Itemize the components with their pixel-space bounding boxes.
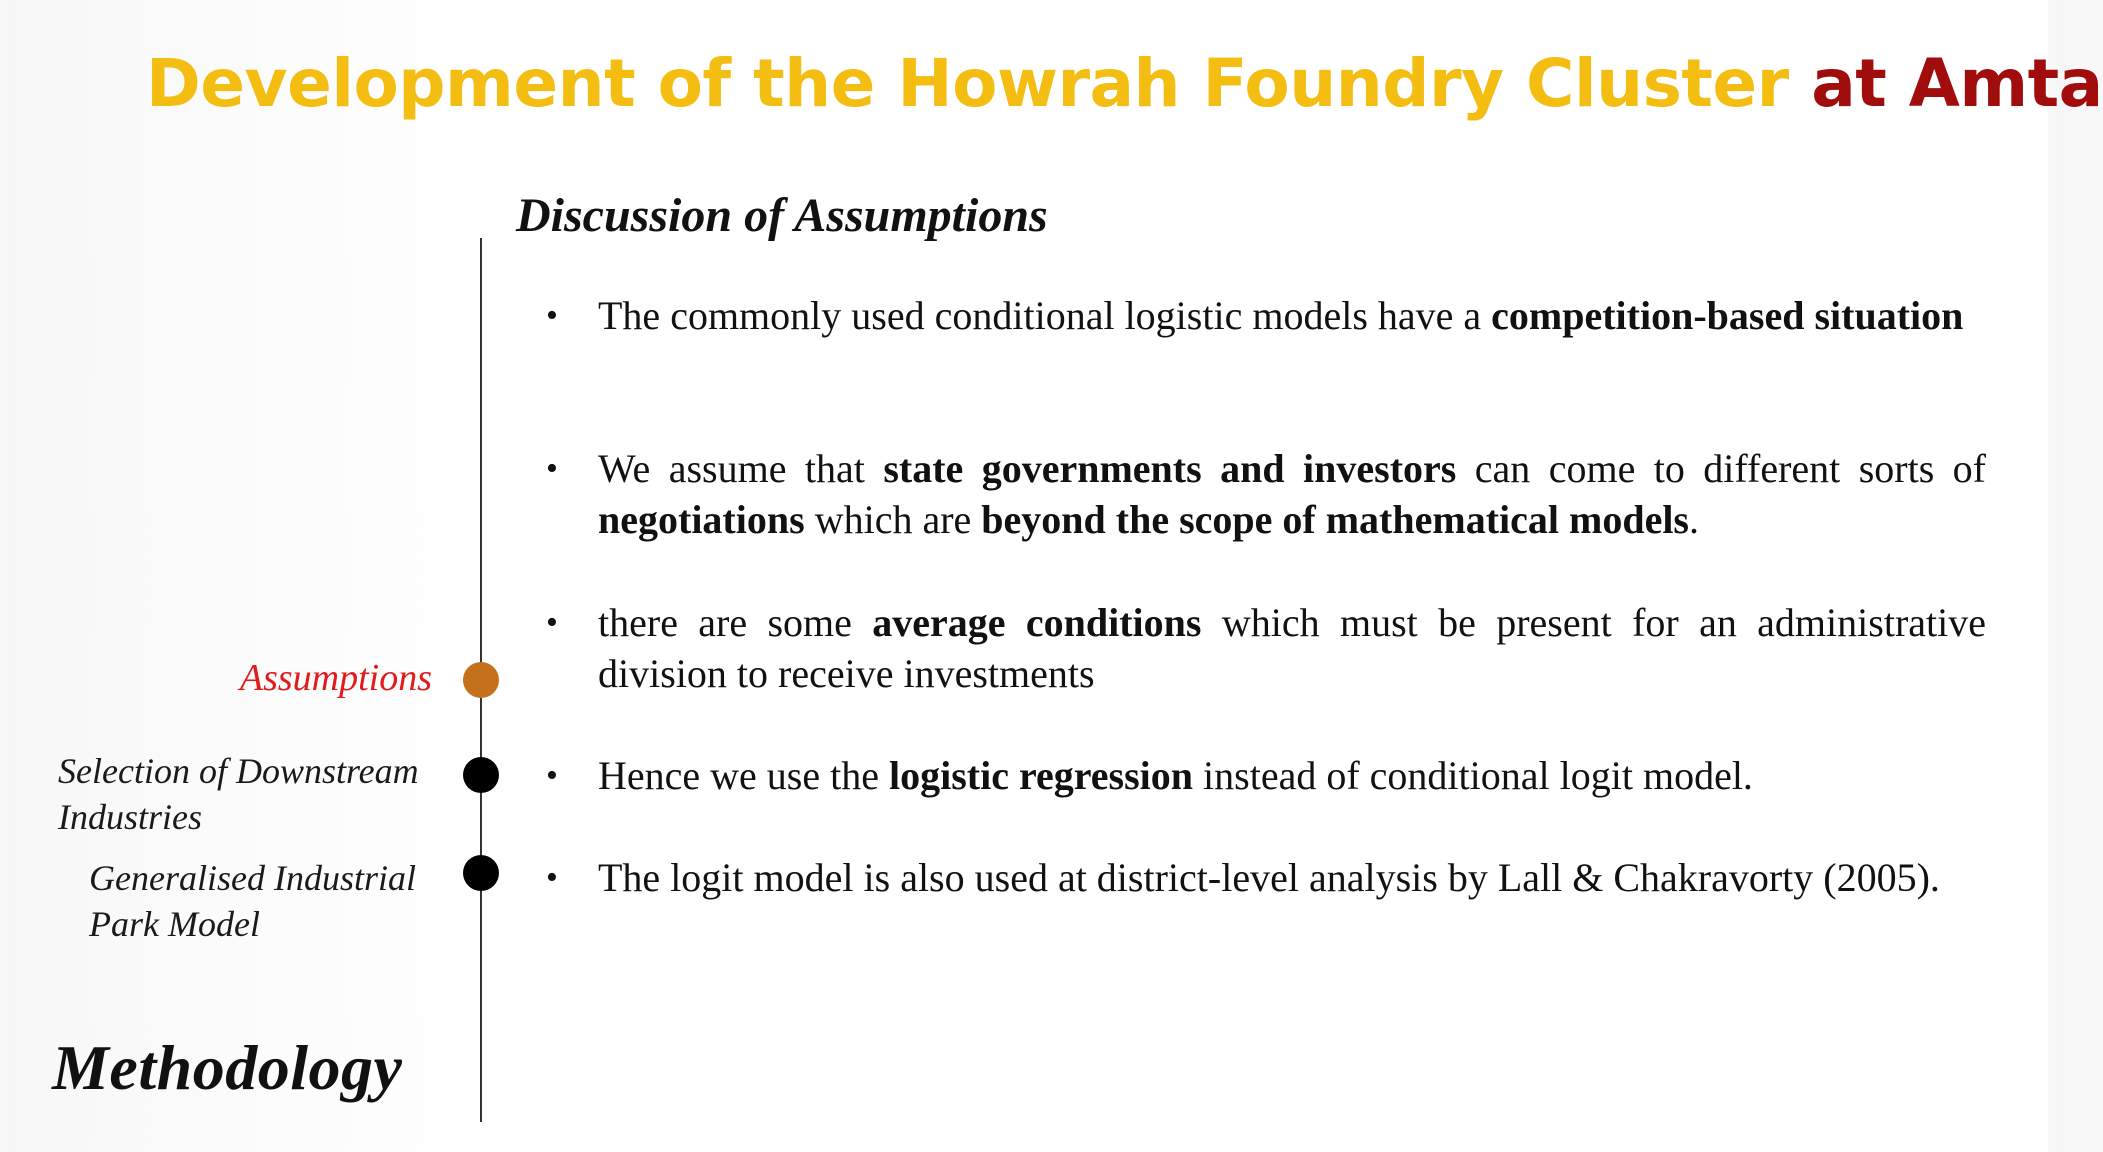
timeline-item-park-model-line1: Generalised Industrial <box>89 858 416 898</box>
timeline-item-assumptions[interactable]: Assumptions <box>239 657 432 699</box>
section-heading: Methodology <box>52 1032 403 1103</box>
bullet-item <box>546 750 1986 801</box>
bullet-bold-text: average conditions <box>872 600 1202 645</box>
slide-title <box>146 38 2103 130</box>
slide-title-accent: at Amta <box>1811 45 2103 122</box>
bullet-item <box>546 443 1986 545</box>
bullet-bold-text: negotiations <box>598 497 805 542</box>
bullet-item <box>546 852 1986 903</box>
bullet-glyph: • <box>546 450 558 487</box>
bullet-text: there are some <box>598 600 873 645</box>
timeline-dot-park-model[interactable] <box>463 855 499 891</box>
timeline-item-park-model[interactable] <box>89 855 416 947</box>
bullet-glyph: • <box>546 859 558 896</box>
bullet-text: The logit model is also used at district-level analysis by Lall & Chakravorty (2005). <box>598 855 1940 900</box>
bullet-text: instead of conditional logit model. <box>1193 753 1753 798</box>
timeline-dot-assumptions[interactable] <box>463 662 499 698</box>
slide-title-main: Development of the Howrah Foundry Cluster <box>146 45 1789 122</box>
bullet-glyph: • <box>546 757 558 794</box>
bullet-bold-text: beyond the scope of mathematical models <box>981 497 1689 542</box>
timeline-dot-downstream[interactable] <box>463 757 499 793</box>
bullet-text: Hence we use the <box>598 753 889 798</box>
bullet-bold-text: logistic regression <box>888 753 1194 798</box>
bullet-item <box>546 597 1986 699</box>
bullet-text: which are <box>804 497 982 542</box>
bullet-glyph: • <box>546 297 558 334</box>
timeline-item-park-model-line2: Park Model <box>89 904 260 944</box>
timeline-item-downstream-line1: Selection of Downstream <box>58 751 419 791</box>
bullet-text: . <box>1689 497 1699 542</box>
bullet-text: which must be present for an administrative division to receive investments <box>598 600 1987 696</box>
bullet-text: can come to different sorts of <box>1456 446 1986 491</box>
bullet-text: The commonly used conditional logistic models have a <box>598 293 1492 338</box>
content-subtitle: Discussion of Assumptions <box>516 189 1048 242</box>
bullet-glyph: • <box>546 604 558 641</box>
bullet-bold-text: state governments and investors <box>883 446 1457 491</box>
timeline-item-downstream-line2: Industries <box>58 797 202 837</box>
bullet-bold-text: competition-based situation <box>1491 293 1964 338</box>
bullet-item <box>546 290 1986 341</box>
timeline-item-downstream[interactable] <box>58 748 419 840</box>
bullet-text: We assume that <box>598 446 884 491</box>
